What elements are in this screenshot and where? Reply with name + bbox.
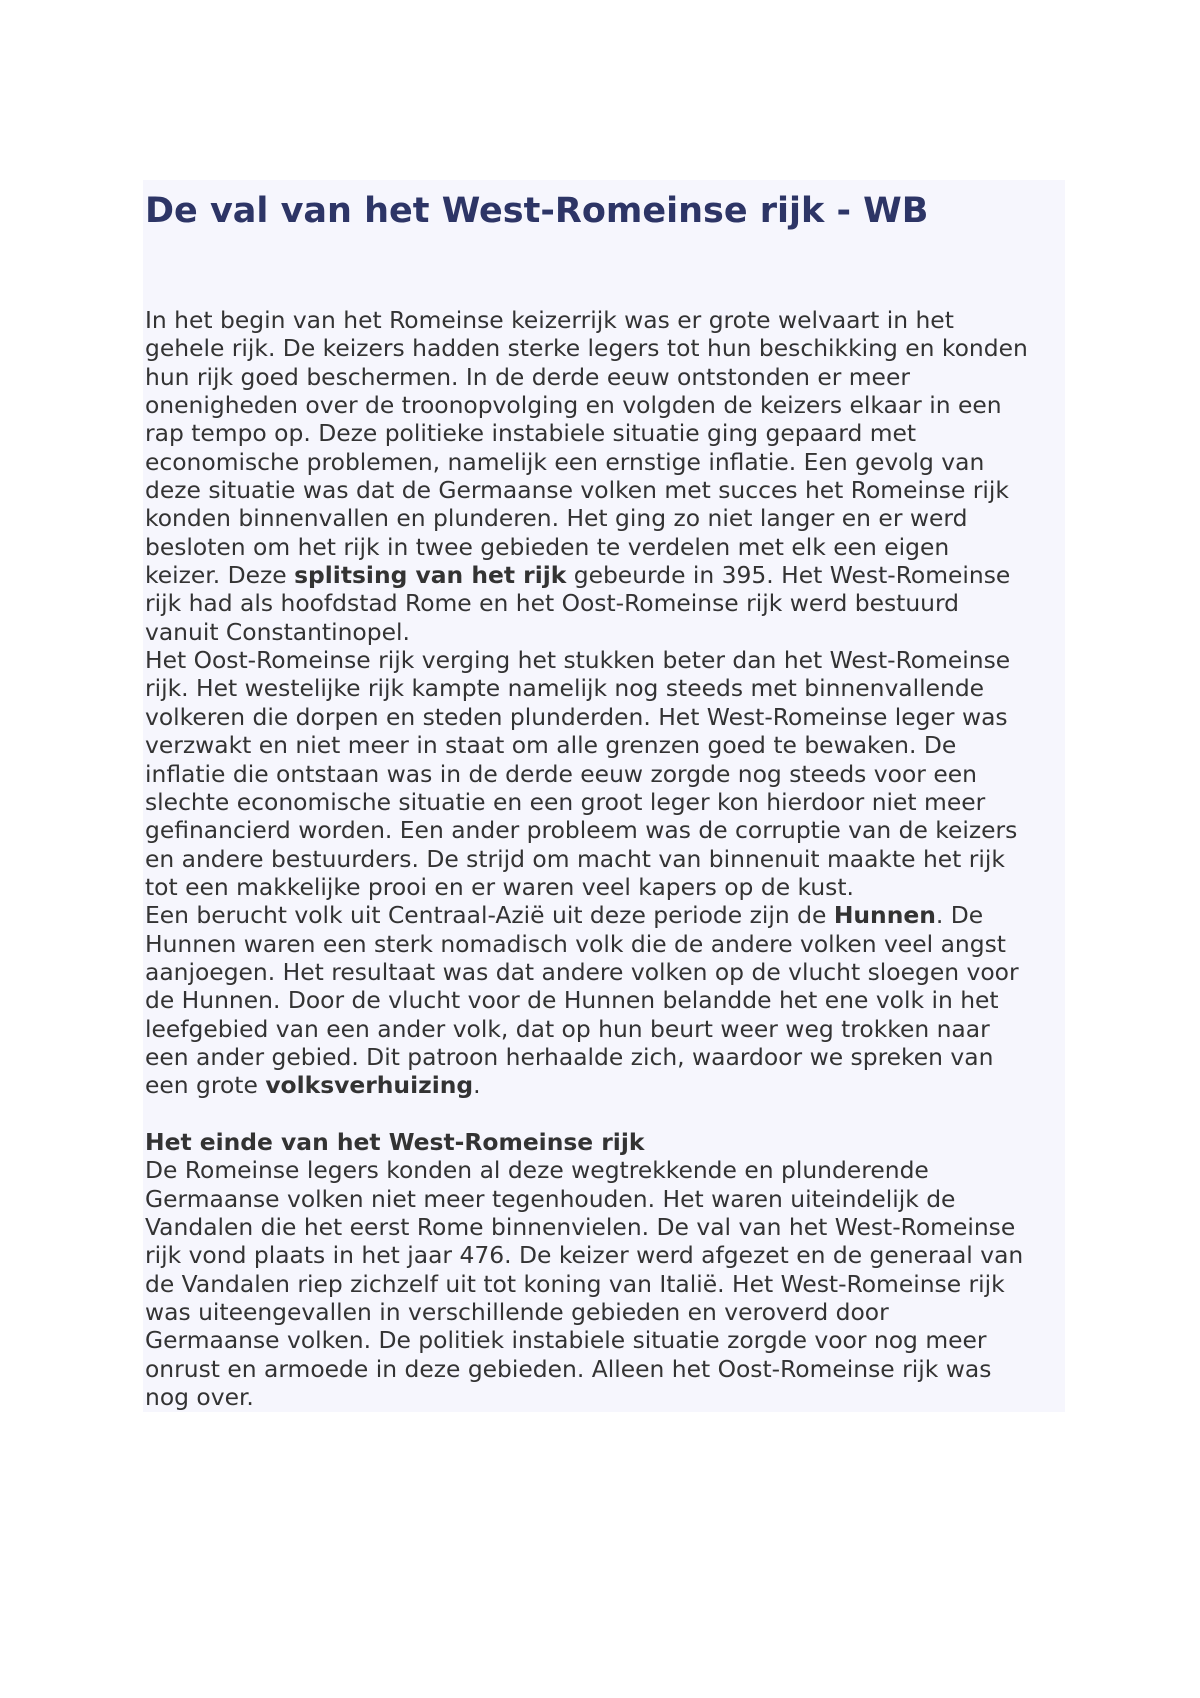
- paragraph-intro-text-a: In het begin van het Romeinse keizerrijk was er grote welvaart in het gehele rijk. De keizers hadden sterke legers tot hun beschikking en konden hun rijk goed beschermen. In de derde eeuw ontstonden er meer onenigheden over de troonopvolging en volgden de keizers elkaar in een rap tempo op. Deze politieke instabiele situatie ging gepaard met economische problemen, namelijk een ernstige inflatie. Een gevolg van deze situatie was dat de Germaanse volken met succes het Romeinse rijk konden binnenvallen en plunderen. Het ging zo niet langer en er werd besloten om het rijk in twee gebieden te verdelen met elk een eigen keizer. Deze: [145, 306, 1028, 590]
- paragraph-spacer: [145, 1100, 1075, 1128]
- paragraph-end-empire: De Romeinse legers konden al deze wegtrekkende en plunderende Germaanse volken niet meer tegenhouden. Het waren uiteindelijk de Vandalen die het eerst Rome binnenvielen. De val van het West-Romeinse rijk vond plaats in het jaar 476. De keizer werd afgezet en de generaal van de Vandalen riep zichzelf uit tot koning van Italië. Het West-Romeinse rijk was uiteengevallen in verschillende gebieden en veroverd door Germaanse volken. De politiek instabiele situatie zorgde voor nog meer onrust en armoede in deze gebieden. Alleen het Oost-Romeinse rijk was nog over.: [145, 1156, 1024, 1412]
- paragraph-hunnen-text-c: .: [473, 1071, 481, 1100]
- term-splitsing: splitsing van het rijk: [294, 561, 567, 590]
- page-title: De val van het West-Romeinse rijk - WB: [145, 191, 929, 231]
- term-hunnen: Hunnen: [833, 901, 936, 930]
- paragraph-hunnen-text-a: Een berucht volk uit Centraal-Azië uit deze periode zijn de: [145, 901, 834, 930]
- term-volksverhuizing: volksverhuizing: [265, 1071, 474, 1100]
- paragraph-hunnen: [145, 901, 1075, 1099]
- section-subheading: [145, 1128, 1075, 1156]
- paragraph-hunnen-text-b: . De Hunnen waren een sterk nomadisch volk die de andere volken veel angst aanjoegen. Het resultaat was dat andere volken op de vlucht sloegen voor de Hunnen. Door de vlucht voor de Hunnen belandde het ene volk in het leefgebied van een ander volk, dat op hun beurt weer weg trokken naar een ander gebied. Dit patroon herhaalde zich, waardoor we spreken van een grote: [145, 901, 1019, 1100]
- paragraph-intro: [145, 306, 1075, 646]
- document-body: [145, 306, 1075, 1411]
- paragraph-east-west: Het Oost-Romeinse rijk verging het stukken beter dan het West-Romeinse rijk. Het westelijke rijk kampte namelijk nog steeds met binnenvallende volkeren die dorpen en steden plunderden. Het West-Romeinse leger was verzwakt en niet meer in staat om alle grenzen goed te bewaken. De inflatie die ontstaan was in de derde eeuw zorgde nog steeds voor een slechte economische situatie en een groot leger kon hierdoor niet meer gefinancierd worden. Een ander probleem was de corruptie van de keizers en andere bestuurders. De strijd om macht van binnenuit maakte het rijk tot een makkelijke prooi en er waren veel kapers op de kust.: [145, 646, 1018, 901]
- paragraph-intro-text-b: gebeurde in 395. Het West-Romeinse rijk had als hoofdstad Rome en het Oost-Romeinse rijk werd bestuurd vanuit Constantinopel.: [145, 561, 1011, 646]
- section-subheading-text: Het einde van het West-Romeinse rijk: [145, 1127, 645, 1156]
